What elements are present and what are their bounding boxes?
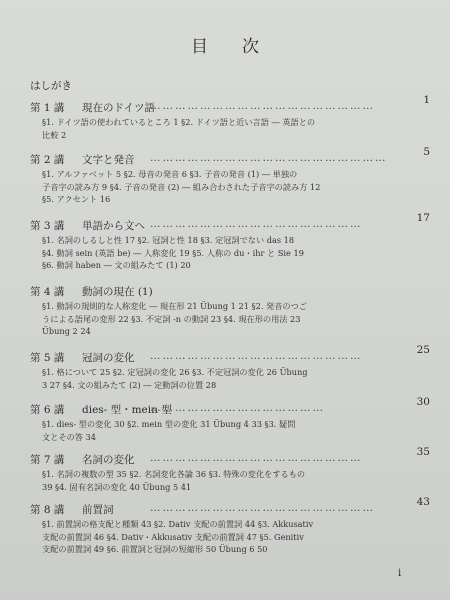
section-line: 文とその答 34 bbox=[42, 431, 96, 442]
page-title: 目次 bbox=[191, 37, 293, 57]
section-line: §1. 動詞の規則的な人称変化 ― 現在形 21 Übung 1 21 §2. 発音のつご bbox=[42, 301, 307, 311]
chapter-sections bbox=[42, 418, 430, 443]
chapter-page: 5 bbox=[423, 146, 430, 158]
section-line: §1. 名詞の複数の型 35 §2. 名詞変化各論 36 §3. 特殊の変化をするもの bbox=[42, 469, 306, 479]
chapter-label: 第 5 講 bbox=[30, 352, 65, 364]
section-line: うによる語尾の変形 22 §3. 不定詞 -n の動詞 23 §4. 現在形の用法 23 bbox=[42, 313, 301, 324]
section-line: Übung 2 24 bbox=[42, 326, 91, 336]
section-line: §1. ドイツ語の使われているところ 1 §2. ドイツ語と近い言語 ― 英語との bbox=[42, 117, 316, 127]
section-line: 支配の前置詞 49 §6. 前置詞と冠詞の短縮形 50 Übung 6 50 bbox=[42, 544, 268, 554]
chapter-label: 第 7 講 bbox=[30, 454, 65, 466]
section-line: 子音字の読み方 9 §4. 子音の発音 (2) ― 組み合わされた子音字の読み方 12 bbox=[42, 181, 321, 192]
chapter-title: 動詞の現在 (1) bbox=[82, 286, 153, 298]
chapter-sections bbox=[42, 234, 430, 272]
toc-chapter-3 bbox=[30, 212, 430, 272]
section-line: §1. 格について 25 §2. 定冠詞の変化 26 §3. 不定冠詞の変化 26 Übung bbox=[42, 367, 308, 377]
section-line: §6. 動詞 haben ― 文の組みたて (1) 20 bbox=[42, 260, 191, 270]
chapter-page: 25 bbox=[416, 344, 430, 356]
chapter-page: 35 bbox=[416, 446, 430, 458]
toc-chapter-2 bbox=[30, 146, 430, 206]
section-line: 支配の前置詞 46 §4. Dativ・Akkusativ 支配の前置詞 47 §5. Genitiv bbox=[42, 531, 304, 542]
chapter-sections bbox=[42, 518, 430, 556]
chapter-page: 1 bbox=[423, 94, 430, 106]
leader-dots: ………………………………………………… bbox=[150, 152, 388, 164]
chapter-label: 第 4 講 bbox=[30, 286, 65, 298]
leader-dots: ……………………………………………… bbox=[150, 502, 375, 514]
chapter-title: dies- 型・mein 型 bbox=[82, 404, 172, 416]
page-number: i bbox=[398, 568, 402, 579]
chapter-sections bbox=[42, 366, 430, 391]
chapter-title: 冠詞の変化 bbox=[82, 352, 135, 364]
chapter-label: 第 6 講 bbox=[30, 404, 65, 416]
chapter-title: 文字と発音 bbox=[82, 154, 135, 166]
section-line: 比較 2 bbox=[42, 129, 67, 140]
leader-dots: …………………………………… bbox=[150, 402, 325, 414]
chapter-title: 前置詞 bbox=[82, 504, 114, 516]
chapter-sections bbox=[42, 468, 430, 493]
toc-item-preface: はしがき bbox=[30, 80, 72, 92]
section-line: §1. dies- 型の変化 30 §2. mein 型の変化 31 Übung 4 33 §3. 疑問 bbox=[42, 419, 296, 429]
section-line: §5. アクセント 16 bbox=[42, 194, 111, 204]
chapter-label: 第 8 講 bbox=[30, 504, 65, 516]
chapter-label: 第 3 講 bbox=[30, 220, 65, 232]
section-line: 39 §4. 固有名詞の変化 40 Übung 5 41 bbox=[42, 481, 192, 492]
toc-chapter-5 bbox=[30, 344, 430, 391]
section-line: §4. 動詞 sein (英語 be) ― 人称変化 19 §5. 人称の du・ihr と Sie 19 bbox=[42, 247, 304, 258]
toc-chapter-8 bbox=[30, 496, 430, 556]
chapter-page: 30 bbox=[416, 396, 430, 408]
section-line: §1. アルファベット 5 §2. 母音の発音 6 §3. 子音の発音 (1) ― 単独の bbox=[42, 169, 298, 179]
toc-chapter-1 bbox=[30, 94, 430, 141]
section-line: 3 27 §4. 文の組みたて (2) ― 定動詞の位置 28 bbox=[42, 379, 217, 390]
toc-chapter-6 bbox=[30, 396, 430, 443]
chapter-title: 名詞の変化 bbox=[82, 454, 135, 466]
section-line: §1. 前置詞の格支配と種類 43 §2. Dativ 支配の前置詞 44 §3. Akkusativ bbox=[42, 519, 314, 529]
chapter-label: 第 2 講 bbox=[30, 154, 65, 166]
toc-chapter-7 bbox=[30, 446, 430, 493]
chapter-title: 現在のドイツ語 bbox=[82, 102, 155, 114]
chapter-label: 第 1 講 bbox=[30, 102, 65, 114]
chapter-sections bbox=[42, 168, 430, 206]
chapter-sections bbox=[42, 300, 430, 338]
chapter-page: 43 bbox=[416, 496, 430, 508]
toc-chapter-4 bbox=[30, 284, 430, 338]
leader-dots: …………………………………………… bbox=[150, 218, 363, 230]
chapter-page: 17 bbox=[416, 212, 430, 224]
chapter-sections bbox=[42, 116, 430, 141]
leader-dots: …………………………………………… bbox=[150, 452, 363, 464]
leader-dots: …………………………………………… bbox=[150, 350, 363, 362]
section-line: §1. 名詞のしるしと性 17 §2. 冠詞と性 18 §3. 定冠詞でない das 18 bbox=[42, 235, 295, 245]
leader-dots: ……………………………………………… bbox=[150, 100, 375, 112]
chapter-title: 単語から文へ bbox=[82, 220, 145, 232]
